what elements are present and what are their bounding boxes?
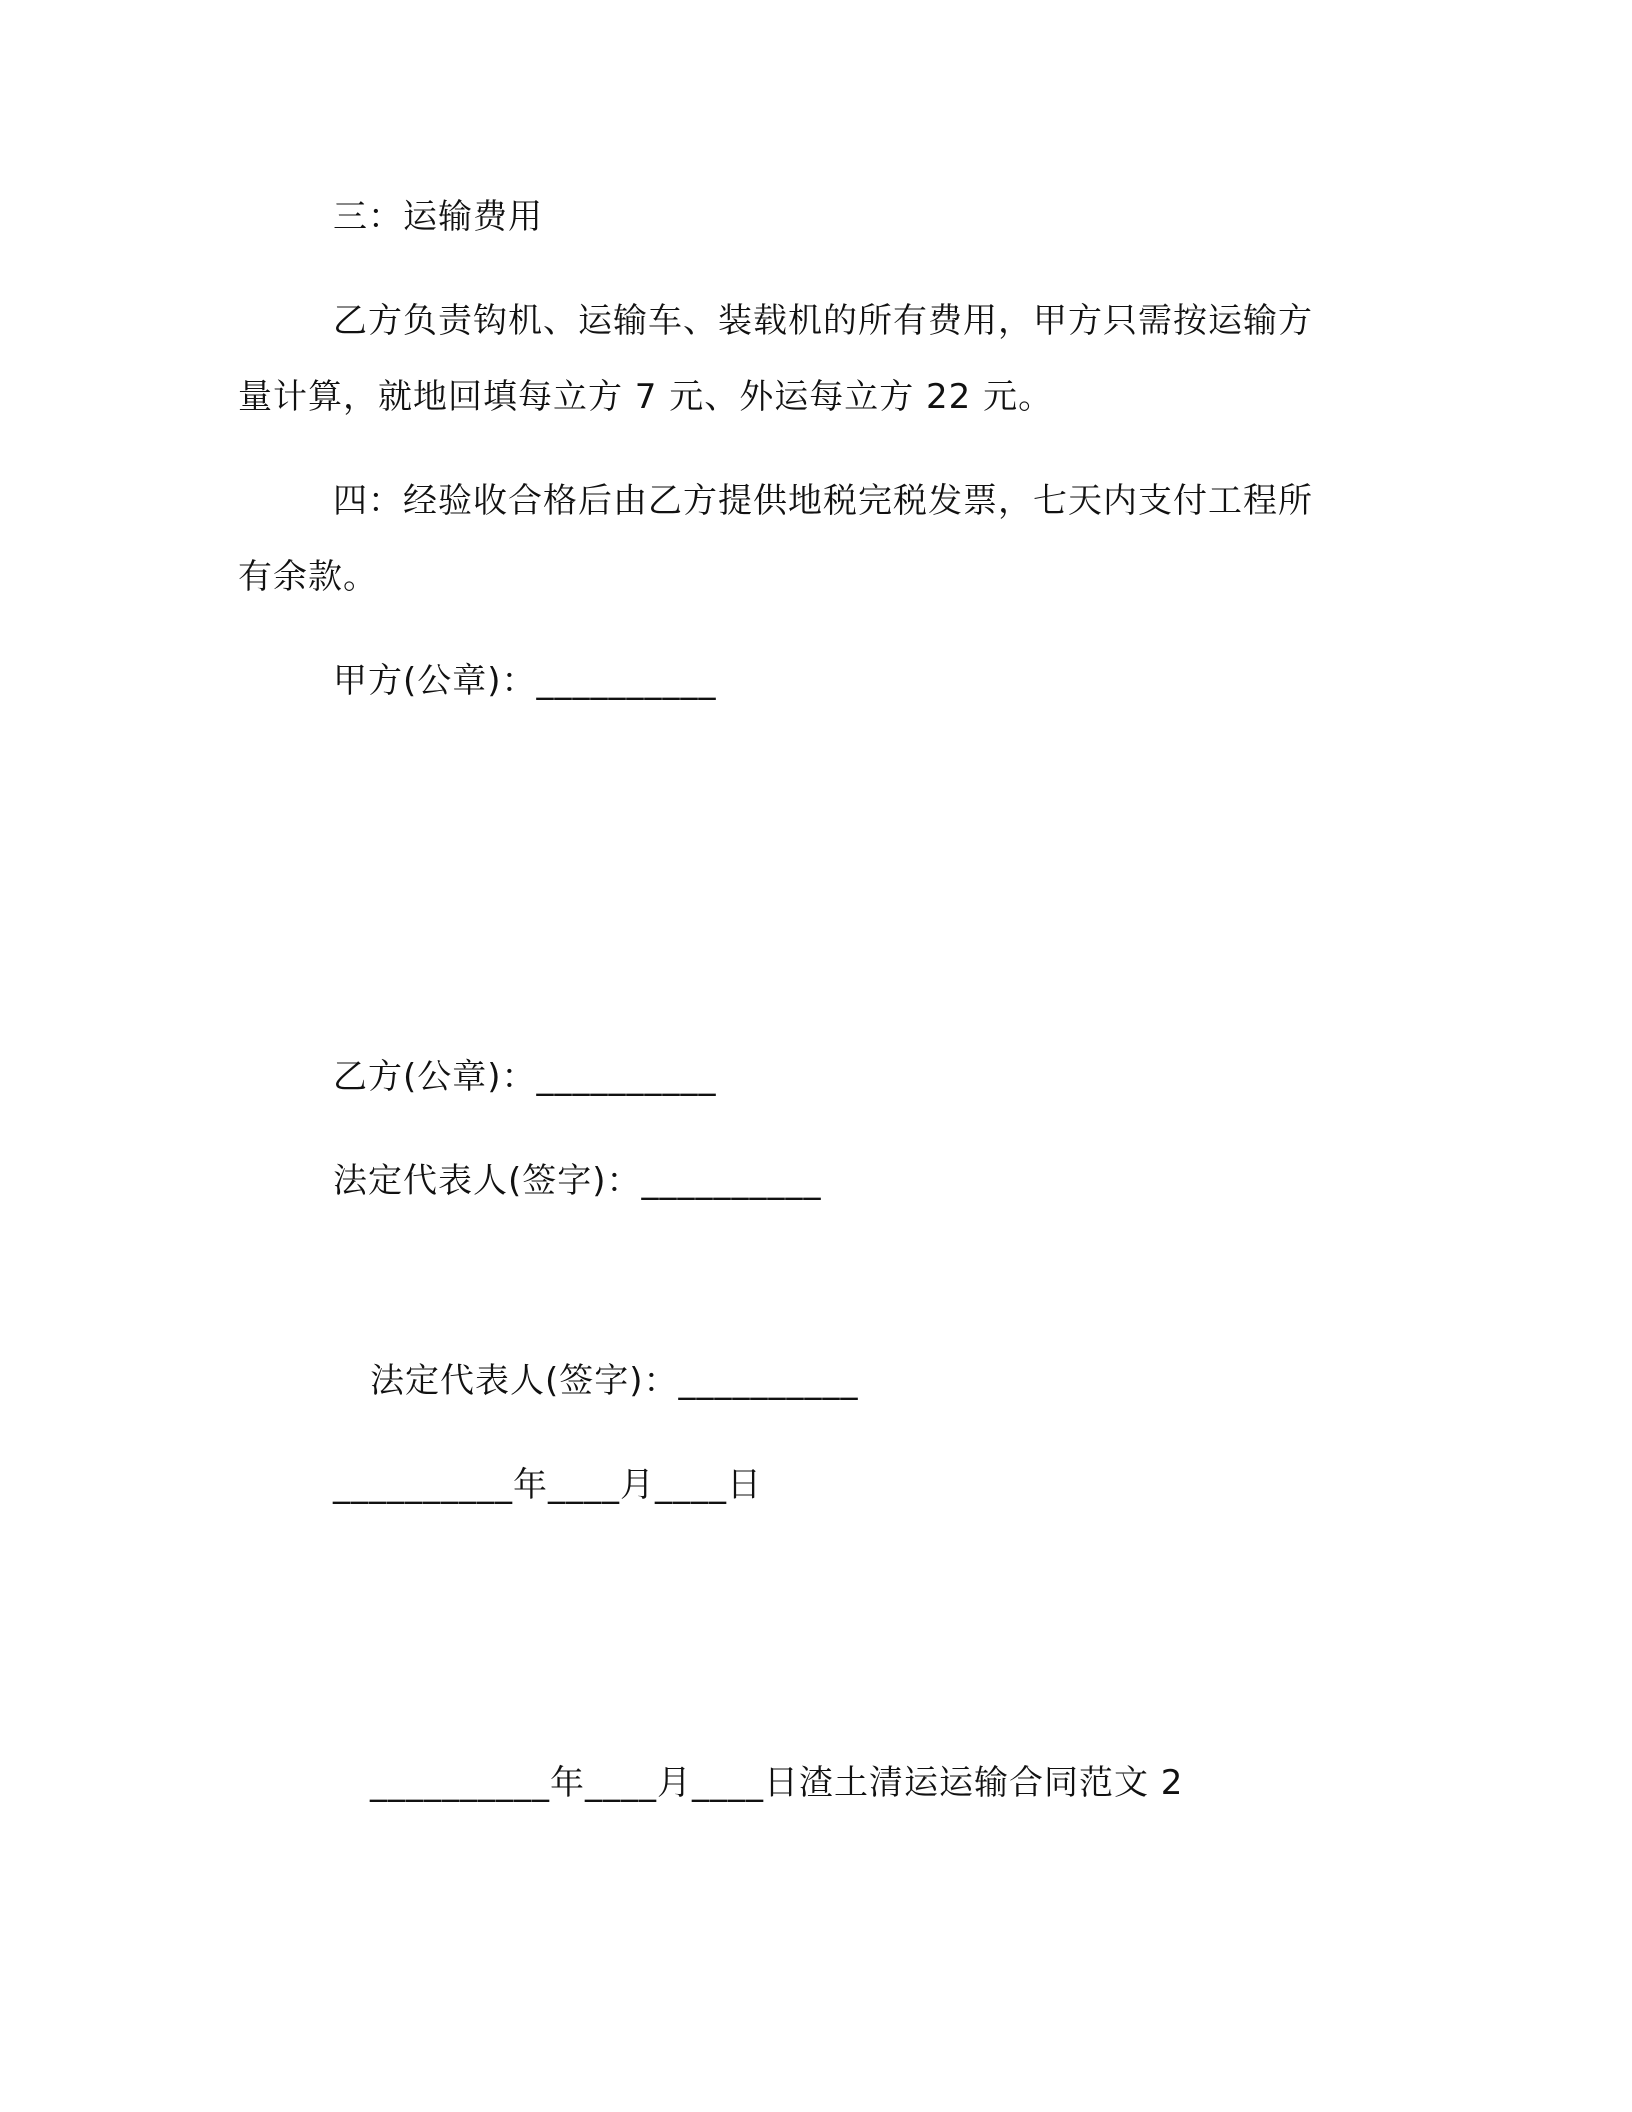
party-a-seal-line: 甲方(公章)：__________ — [333, 661, 717, 701]
date-and-title-line: __________年____月____日渣土清运运输合同范文 2 — [370, 1763, 1184, 1803]
section-4-line-1: 四：经验收合格后由乙方提供地税完税发票，七天内支付工程所 — [333, 481, 1313, 521]
section-4-line-2: 有余款。 — [238, 557, 378, 597]
section-3-heading: 三：运输费用 — [333, 197, 543, 237]
section-3-body-line-1: 乙方负责钩机、运输车、装载机的所有费用，甲方只需按运输方 — [333, 301, 1313, 341]
section-3-body-line-2: 量计算，就地回填每立方 7 元、外运每立方 22 元。 — [238, 377, 1054, 417]
date-line: __________年____月____日 — [333, 1465, 762, 1505]
legal-representative-signature-1: 法定代表人(签字)：__________ — [333, 1161, 822, 1201]
legal-representative-signature-2: 法定代表人(签字)：__________ — [370, 1361, 859, 1401]
party-b-seal-line: 乙方(公章)：__________ — [333, 1057, 717, 1097]
